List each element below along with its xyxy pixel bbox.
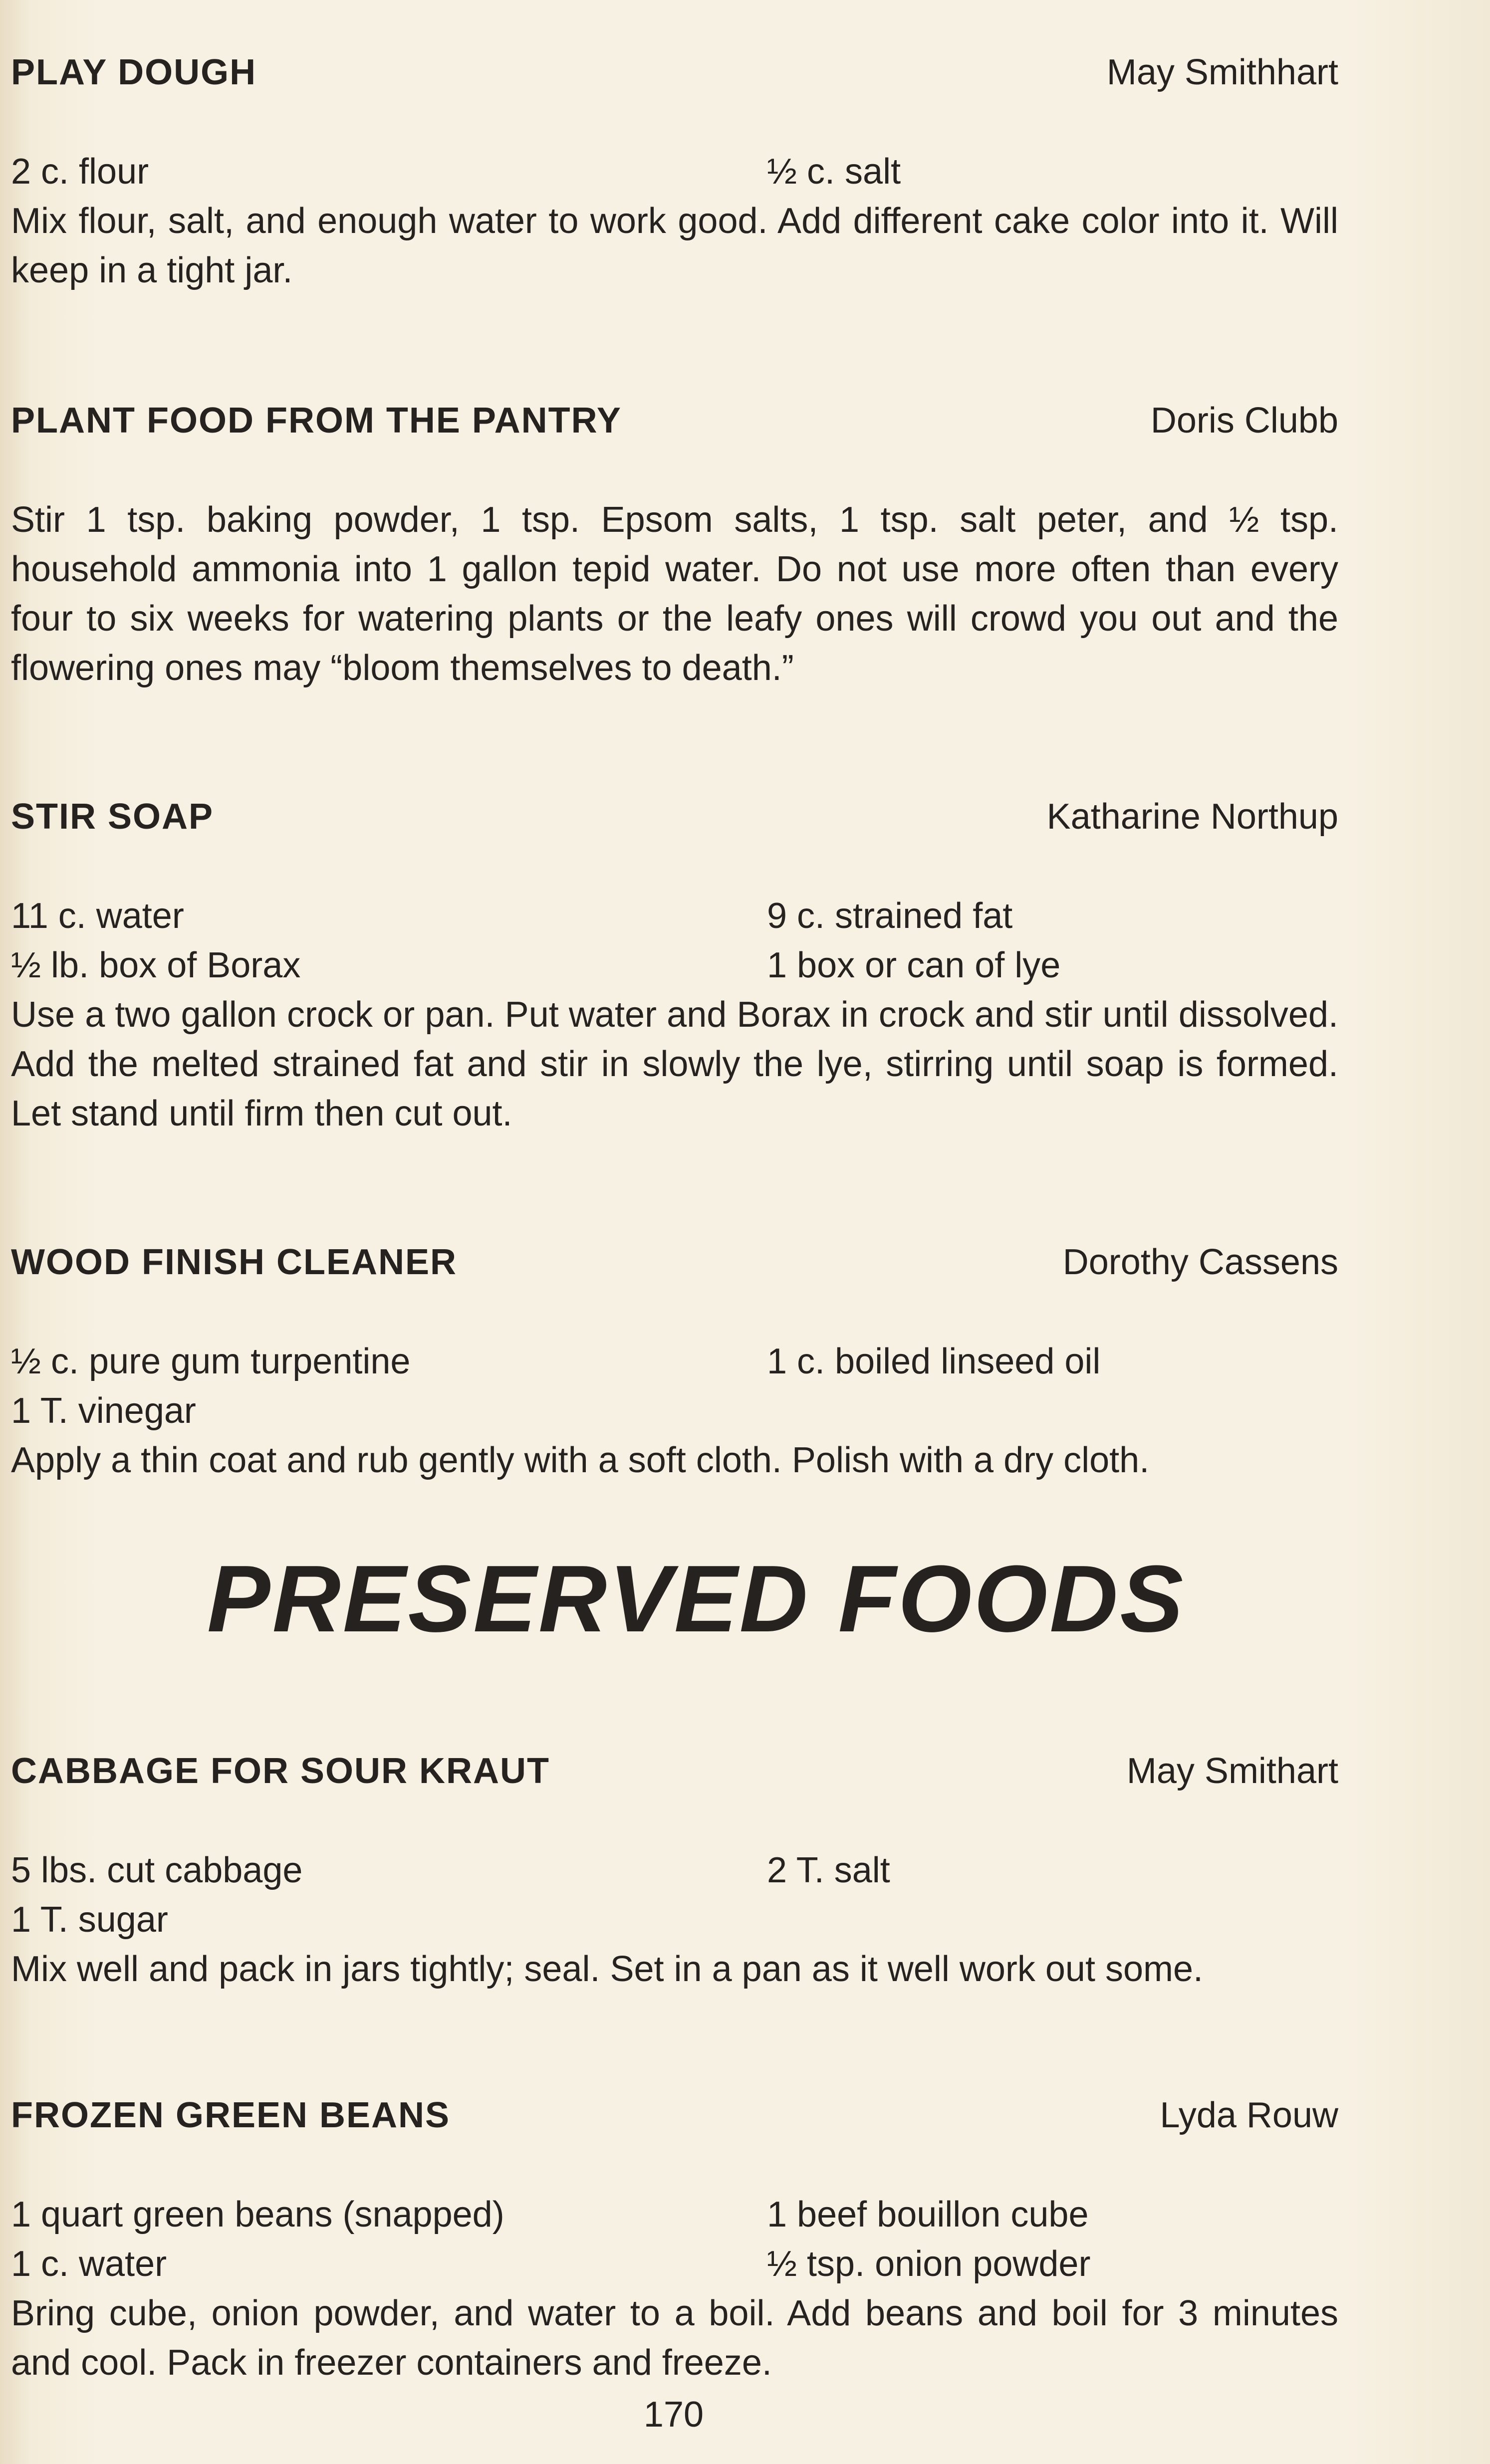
recipe-stir-soap: [11, 792, 1338, 1138]
recipe-directions: Stir 1 tsp. baking powder, 1 tsp. Epsom salts, 1 tsp. salt peter, and ½ tsp. household ammonia into 1 gallon tepid water. Do not use more often than every four to six weeks for watering plants or the leafy ones will crowd you out and the flowering ones may “bloom themselves to death.”: [11, 500, 1338, 688]
recipe-author: Lyda Rouw: [1160, 2095, 1338, 2135]
ingredient-row: [11, 1386, 1338, 1436]
recipe-author: Doris Clubb: [1150, 401, 1338, 441]
section-heading: PRESERVED FOODS: [207, 1546, 1186, 1652]
ingredient-item: 9 c. strained fat: [767, 896, 1013, 936]
ingredient-item: 1 quart green beans (snapped): [11, 2195, 504, 2235]
recipe-directions: Bring cube, onion powder, and water to a boil. Add beans and boil for 3 minutes and cool. Pack in freezer containers and freeze.: [11, 2293, 1338, 2383]
recipe-title: PLAY DOUGH: [11, 52, 257, 92]
ingredient-item: ½ lb. box of Borax: [11, 945, 301, 985]
recipe-directions: Apply a thin coat and rub gently with a soft cloth. Polish with a dry cloth.: [11, 1440, 1150, 1480]
ingredient-row: [11, 1337, 1338, 1386]
recipe-title: FROZEN GREEN BEANS: [11, 2095, 451, 2135]
recipe-author: May Smithart: [1126, 1751, 1338, 1791]
ingredient-row: [11, 2190, 1338, 2240]
ingredient-row: [11, 1846, 1338, 1895]
recipe-directions: Mix well and pack in jars tightly; seal. Set in a pan as it well work out some.: [11, 1949, 1204, 1989]
ingredient-row: [11, 892, 1338, 941]
recipe-frozen-green-beans: [11, 2090, 1338, 2388]
ingredient-item: 1 T. vinegar: [11, 1391, 196, 1431]
page-number: 170: [643, 2395, 704, 2435]
ingredient-item: 5 lbs. cut cabbage: [11, 1850, 303, 1890]
ingredient-item: 2 c. flour: [11, 152, 149, 192]
recipe-title: CABBAGE FOR SOUR KRAUT: [11, 1751, 550, 1791]
recipe-wood-finish-cleaner: [11, 1237, 1338, 1485]
recipe-play-dough: [11, 47, 1338, 295]
ingredient-list: [11, 147, 1338, 197]
ingredient-item: 2 T. salt: [767, 1850, 890, 1890]
ingredient-list: [11, 1846, 1338, 1945]
ingredient-list: [11, 2190, 1338, 2289]
recipe-directions: Use a two gallon crock or pan. Put water and Borax in crock and stir until dissolved. Add the melted strained fat and stir in slowly the lye, stirring until soap is formed. Let stand until firm then cut out.: [11, 995, 1338, 1133]
ingredient-item: 1 c. boiled linseed oil: [767, 1342, 1101, 1381]
recipe-cabbage-sour-kraut: [11, 1746, 1338, 1994]
ingredient-item: 1 beef bouillon cube: [767, 2195, 1089, 2235]
recipe-plant-food: [11, 396, 1338, 693]
recipe-title: PLANT FOOD FROM THE PANTRY: [11, 401, 622, 441]
ingredient-item: ½ c. salt: [767, 152, 901, 192]
ingredient-item: 11 c. water: [11, 896, 184, 936]
recipe-author: Katharine Northup: [1046, 797, 1338, 837]
ingredient-list: [11, 892, 1338, 990]
ingredient-row: [11, 941, 1338, 990]
ingredient-item: ½ tsp. onion powder: [767, 2244, 1091, 2284]
recipe-author: May Smithhart: [1106, 52, 1338, 92]
ingredient-row: [11, 147, 1338, 197]
recipe-title: WOOD FINISH CLEANER: [11, 1242, 457, 1282]
ingredient-item: ½ c. pure gum turpentine: [11, 1342, 411, 1381]
ingredient-item: 1 c. water: [11, 2244, 167, 2284]
ingredient-item: 1 box or can of lye: [767, 945, 1061, 985]
ingredient-list: [11, 1337, 1338, 1436]
recipe-directions: Mix flour, salt, and enough water to work good. Add different cake color into it. Will keep in a tight jar.: [11, 201, 1338, 290]
recipe-title: STIR SOAP: [11, 797, 214, 837]
ingredient-row: [11, 2240, 1338, 2289]
ingredient-item: 1 T. sugar: [11, 1900, 168, 1940]
ingredient-row: [11, 1895, 1338, 1945]
recipe-author: Dorothy Cassens: [1062, 1242, 1338, 1282]
